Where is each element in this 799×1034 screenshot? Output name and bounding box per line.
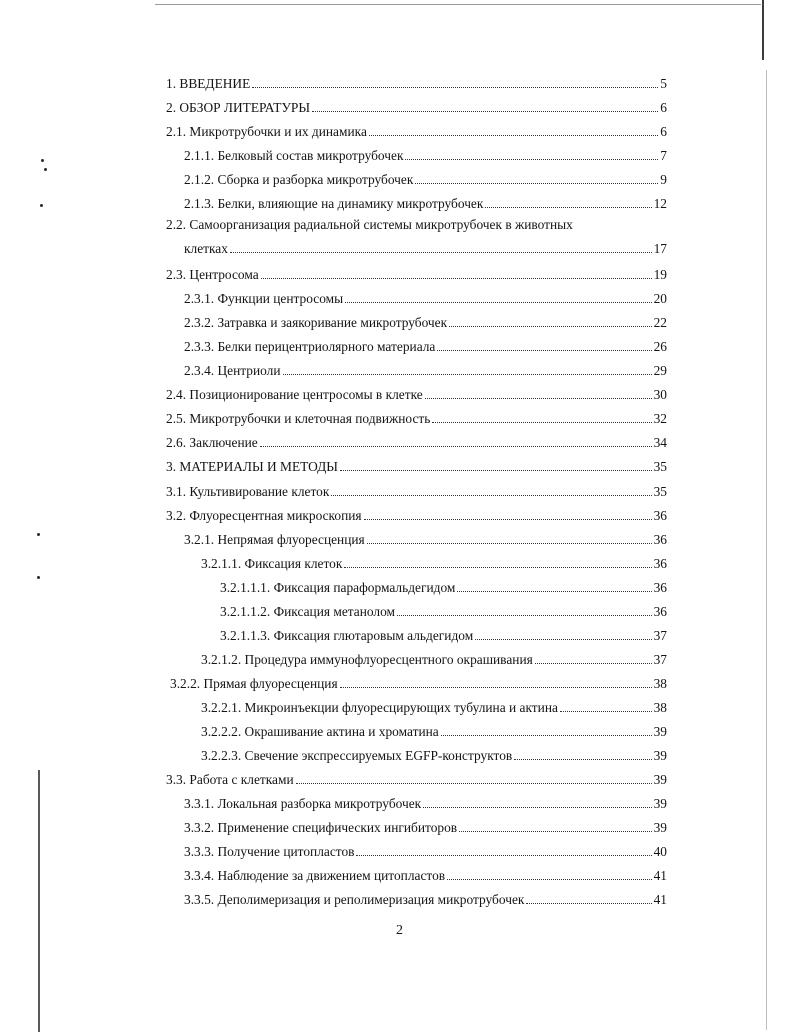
toc-dot-leader [485,207,651,208]
toc-dot-leader [283,374,652,375]
toc-entry-page: 29 [653,363,667,378]
toc-dot-leader [459,831,652,832]
toc-dot-leader [312,111,658,112]
toc-entry [170,670,667,692]
toc-entry-page: 5 [660,76,667,91]
toc-entry-label: 3. МАТЕРИАЛЫ И МЕТОДЫ [166,459,338,474]
toc-entry-label: 3.2. Флуоресцентная микроскопия [166,508,362,523]
toc-entry [201,646,667,668]
toc-entry-page: 22 [653,315,667,330]
toc-dot-leader [331,495,651,496]
toc-entry-page: 17 [653,241,667,256]
toc-dot-leader [437,350,651,351]
toc-entry-page: 39 [653,820,667,835]
toc-entry-label: 3.3. Работа с клетками [166,772,294,787]
toc-entry-page: 39 [653,772,667,787]
toc-entry-label: 2.1.3. Белки, влияющие на динамику микротрубочек [184,196,484,211]
toc-entry-page: 39 [653,748,667,763]
toc-entry-page: 36 [653,556,667,571]
toc-entry [201,742,667,764]
toc-entry-label: 3.3.1. Локальная разборка микротрубочек [184,796,422,811]
toc-entry-page: 12 [653,196,667,211]
page-number: 2 [396,923,403,938]
toc-entry-label: 3.2.2.3. Свечение экспрессируемых EGFP-конструктов [201,748,513,763]
toc-entry [184,142,667,164]
toc-entry [166,478,667,500]
toc-dot-leader [252,87,658,88]
toc-entry-page: 41 [653,892,667,907]
toc-entry-page: 30 [653,387,667,402]
toc-entry-label: 3.3.3. Получение цитопластов [184,844,355,859]
toc-entry [184,166,667,188]
toc-dot-leader [447,879,652,880]
toc-entry-label: 3.3.5. Деполимеризация и реполимеризация микротрубочек [184,892,525,907]
toc-entry-label: 3.2.1. Непрямая флуоресценция [184,532,365,547]
toc-entry-page: 19 [653,267,667,282]
toc-entry [184,862,667,884]
toc-entry-label: 2.3.3. Белки перицентриолярного материала [184,339,436,354]
toc-dot-leader [441,735,652,736]
toc-dot-leader [526,903,651,904]
toc-entry-page: 36 [653,580,667,595]
toc-entry-label: 2. ОБЗОР ЛИТЕРАТУРЫ [166,100,311,115]
toc-dot-leader [475,639,651,640]
toc-entry [201,718,667,740]
toc-entry [220,598,667,620]
toc-entry-label: 2.3.4. Центриоли [184,363,281,378]
toc-entry [166,405,667,427]
toc-dot-leader [345,302,651,303]
toc-entry-label: 2.4. Позиционирование центросомы в клетке [166,387,423,402]
toc-entry [166,94,667,116]
toc-dot-leader [367,543,652,544]
toc-entry-page: 37 [653,652,667,667]
toc-dot-leader [340,687,652,688]
toc-entry-page: 41 [653,868,667,883]
toc-entry [184,790,667,812]
toc-entry-page: 39 [653,796,667,811]
toc-entry-label: 3.2.2.1. Микроинъекции флуоресцирующих тубулина и актина [201,700,558,715]
toc-entry [184,838,667,860]
toc-entry-page: 36 [653,508,667,523]
toc-entry [166,118,667,140]
toc-dot-leader [260,446,652,447]
toc-dot-leader [457,591,651,592]
toc-entry-page: 37 [653,628,667,643]
toc-entry-page: 6 [660,124,667,139]
toc-entry [184,285,667,307]
toc-dot-leader [296,783,652,784]
toc-dot-leader [344,567,651,568]
toc-entry-page: 35 [653,459,667,474]
toc-dot-leader [432,422,651,423]
toc-entry [184,190,667,212]
toc-entry-label: 3.2.2. Прямая флуоресценция [170,676,338,691]
toc-entry-label: 2.1.2. Сборка и разборка микротрубочек [184,172,414,187]
toc-entry [166,381,667,403]
toc-entry [184,357,667,379]
toc-entry [166,766,667,788]
toc-entry-label: 3.2.2.2. Окрашивание актина и хроматина [201,724,439,739]
toc-entry-page: 38 [653,700,667,715]
toc-entry-label: 2.3. Центросома [166,267,259,282]
toc-entry-label: 2.3.1. Функции центросомы [184,291,344,306]
toc-entry-label-continued: клетках [184,241,228,256]
toc-dot-leader [340,470,652,471]
toc-entry [184,526,667,548]
toc-entry-label: 3.2.1.1.1. Фиксация параформальдегидом [220,580,456,595]
toc-dot-leader [261,278,652,279]
toc-entry-page: 35 [653,484,667,499]
toc-entry-label: 2.5. Микротрубочки и клеточная подвижность [166,411,431,426]
toc-entry-page: 36 [653,604,667,619]
toc-entry-label: 1. ВВЕДЕНИЕ [166,76,251,91]
toc-entry [220,622,667,644]
toc-entry-page: 26 [653,339,667,354]
toc-entry-page: 40 [653,844,667,859]
toc-entry [184,309,667,331]
toc-dot-leader [514,759,651,760]
toc-entry-label: 3.2.1.1.3. Фиксация глютаровым альдегидом [220,628,474,643]
toc-entry [166,70,667,92]
toc-entry-page: 39 [653,724,667,739]
toc-dot-leader [449,326,651,327]
toc-entry-label: 3.1. Культивирование клеток [166,484,330,499]
toc-entry [184,814,667,836]
toc-dot-leader [369,135,658,136]
toc-entry-label: 3.2.1.1. Фиксация клеток [201,556,343,571]
toc-entry [220,574,667,596]
toc-entry [166,453,667,475]
toc-dot-leader [415,183,658,184]
toc-entry-page: 32 [653,411,667,426]
toc-entry [166,502,667,524]
toc-entry-page: 20 [653,291,667,306]
toc-entry-label: 2.2. Самоорганизация радиальной системы микротрубочек в животных [166,217,573,232]
toc-entry-page: 38 [653,676,667,691]
toc-entry [166,429,667,451]
toc-entry-page: 7 [660,148,667,163]
toc-dot-leader [425,398,652,399]
toc-entry-label: 2.1.1. Белковый состав микротрубочек [184,148,404,163]
toc-entry [184,886,667,908]
toc-entry-label: 3.3.2. Применение специфических ингибиторов [184,820,458,835]
toc-entry-label: 2.1. Микротрубочки и их динамика [166,124,367,139]
toc-dot-leader [535,663,652,664]
toc-entry-page: 36 [653,532,667,547]
toc-entry [166,261,667,283]
toc-dot-leader [364,519,652,520]
toc-entry-page: 6 [660,100,667,115]
toc-entry-label: 2.3.2. Затравка и заякоривание микротрубочек [184,315,448,330]
toc-entry-label: 3.3.4. Наблюдение за движением цитопластов [184,868,446,883]
toc-entry [201,694,667,716]
toc-dot-leader [423,807,651,808]
toc-entry-page: 9 [660,172,667,187]
toc-entry [166,217,667,257]
toc-entry [184,333,667,355]
toc-entry [201,550,667,572]
toc-dot-leader [560,711,652,712]
toc-dot-leader [397,615,652,616]
toc-entry-label: 3.2.1.1.2. Фиксация метанолом [220,604,396,619]
toc-entry-label: 2.6. Заключение [166,435,258,450]
toc-dot-leader [230,252,652,253]
toc-dot-leader [405,159,658,160]
toc-dot-leader [356,855,651,856]
toc-entry-label: 3.2.1.2. Процедура иммунофлуоресцентного окрашивания [201,652,533,667]
toc-entry-page: 34 [653,435,667,450]
